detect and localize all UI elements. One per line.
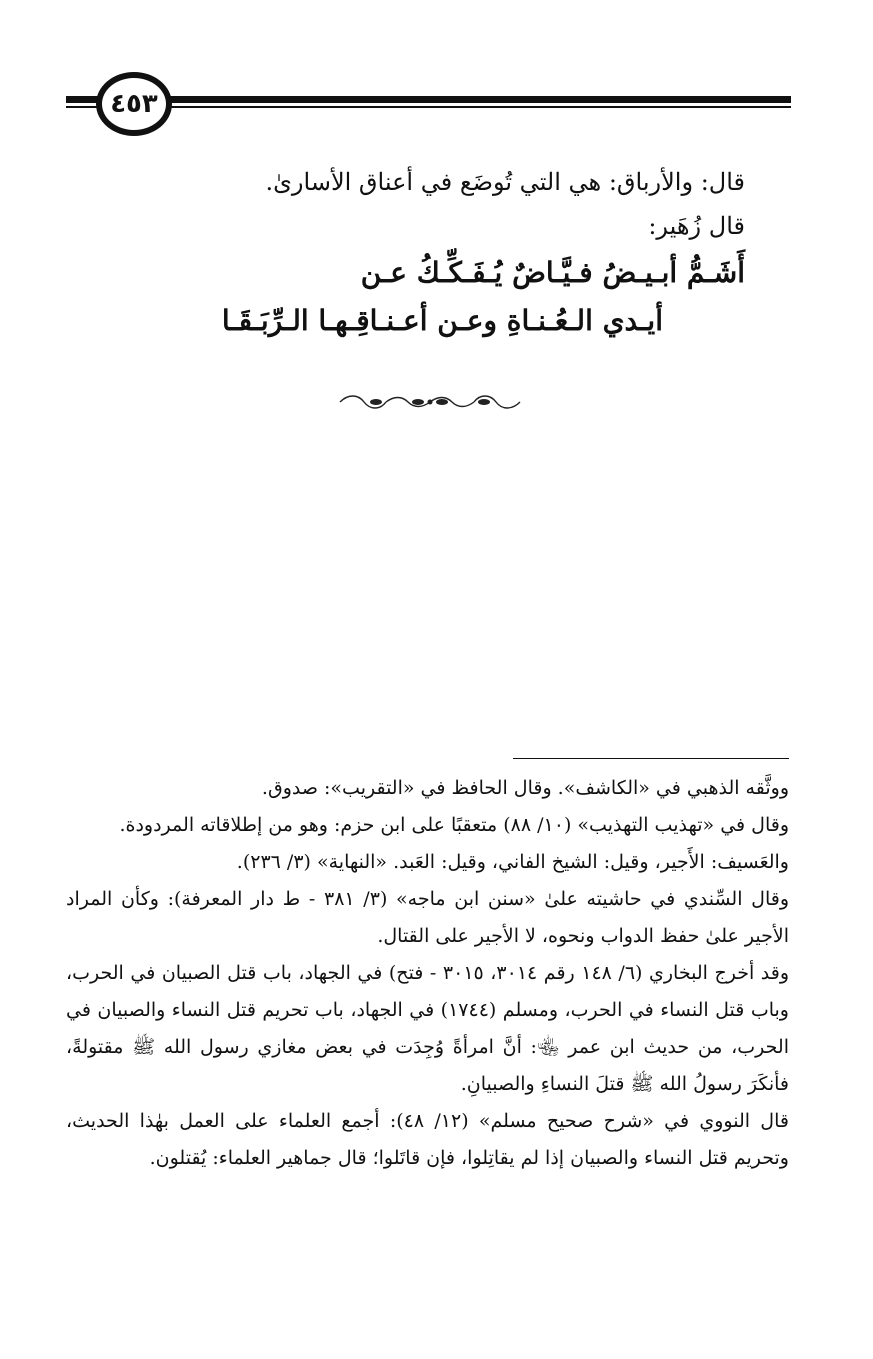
header-rule-thick (66, 96, 791, 103)
footnote-paragraph: وقد أخرج البخاري (٦/ ١٤٨ رقم ٣٠١٤، ٣٠١٥ - فتح) في الجهاد، باب قتل الصبيان في الحرب، وباب قتل النساء في الحرب، ومسلم (١٧٤٤) في الجهاد، باب تحريم قتل النساء والصبيان في الحرب، من حديث ابن عمر ﵄: أنَّ امرأةً وُجِدَت في بعض مغازي رسول الله ﷺ مقتولةً، فأنكَرَ رسولُ الله ﷺ قتلَ النساءِ والصبيانِ. (66, 962, 790, 1095)
page-number: ٤٥٣ (110, 89, 158, 119)
footnote-paragraph: قال النووي في «شرح صحيح مسلم» (١٢/ ٤٨): أجمع العلماء على العمل بهٰذا الحديث، وتحريم قتل النساء والصبيان إذا لم يقاتِلوا، فإن قاتَلوا؛ قال جماهير العلماء: يُقتلون. (66, 1110, 789, 1169)
main-line-1: قال: والأرباق: هي التي تُوضَع في أعناق الأسارىٰ. (265, 168, 745, 196)
main-text (120, 160, 745, 248)
verse-second-hemistich: أيـدي الـعُـنـاةِ وعـن أعـنـاقِـهـا الـرِّبَـقَـا (221, 304, 663, 337)
footnote-separator (513, 758, 789, 759)
main-line-2: قال زُهَير: (648, 212, 745, 240)
page-number-badge (96, 72, 172, 136)
ornament-divider (338, 392, 522, 412)
verse-first-hemistich: أَشَـمُّ أبـيـضُ فـيَّـاضٌ يُـفَـكِّـكُ عـن (360, 256, 745, 289)
footnote-paragraph: ووثَّقه الذهبي في «الكاشف». وقال الحافظ في «التقريب»: صدوق. (261, 777, 789, 799)
header-rule-thin (66, 106, 791, 108)
footnote-paragraph: والعَسيف: الأَجير، وقيل: الشيخ الفاني، وقيل: العَبد. «النهاية» (٣/ ٢٣٦). (236, 851, 789, 873)
footnote-paragraph: وقال السِّندي في حاشيته علىٰ «سنن ابن ماجه» (٣/ ٣٨١ - ط دار المعرفة): وكأن المراد الأجير علىٰ حفظ الدواب ونحوه، لا الأجير على القتال. (66, 888, 789, 947)
header-rule (66, 96, 791, 110)
footnotes (66, 770, 789, 1177)
footnote-paragraph: وقال في «تهذيب التهذيب» (١٠/ ٨٨) متعقبًا على ابن حزم: وهو من إطلاقاته المردودة. (119, 814, 789, 836)
